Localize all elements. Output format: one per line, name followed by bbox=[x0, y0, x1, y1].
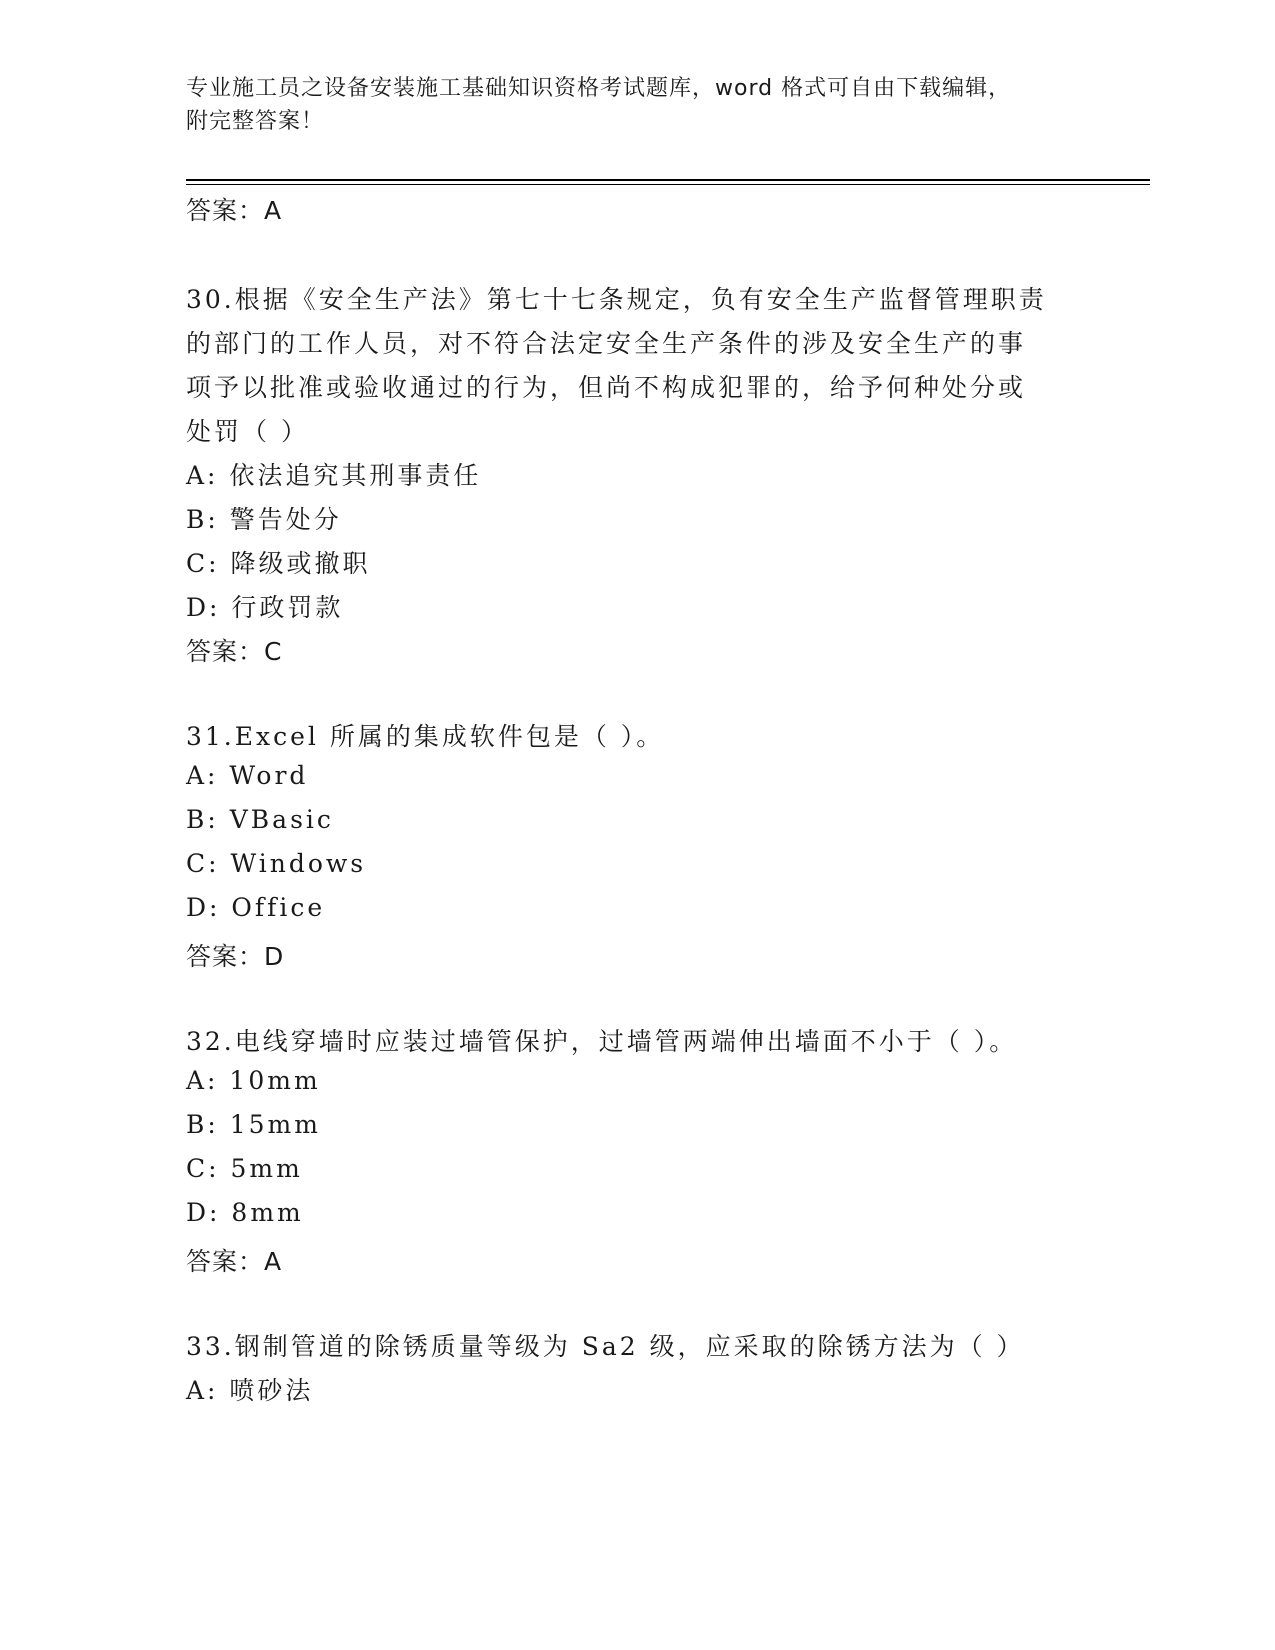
question-31-option-b: B: VBasic bbox=[186, 805, 334, 834]
answer-prev: 答案：A bbox=[186, 196, 283, 225]
question-31-line-1: 31.Excel 所属的集成软件包是（ ）。 bbox=[186, 722, 665, 751]
question-32-option-d: D: 8mm bbox=[186, 1198, 304, 1227]
question-30-option-d: D: 行政罚款 bbox=[186, 593, 344, 622]
question-30-answer: 答案：C bbox=[186, 637, 283, 666]
question-31-option-c: C: Windows bbox=[186, 849, 367, 878]
header-divider-thin bbox=[186, 184, 1150, 185]
question-30-option-a: A: 依法追究其刑事责任 bbox=[186, 461, 482, 490]
question-30-line-2: 的部门的工作人员，对不符合法定安全生产条件的涉及安全生产的事 bbox=[186, 329, 1027, 358]
question-30-line-3: 项予以批准或验收通过的行为，但尚不构成犯罪的，给予何种处分或 bbox=[186, 373, 1027, 402]
question-32-option-b: B: 15mm bbox=[186, 1110, 321, 1139]
question-30-line-1: 30.根据《安全生产法》第七十七条规定，负有安全生产监督管理职责 bbox=[186, 285, 1047, 314]
document-header bbox=[186, 72, 1086, 138]
question-32-option-c: C: 5mm bbox=[186, 1154, 303, 1183]
question-32-option-a: A: 10mm bbox=[186, 1066, 321, 1095]
question-31-option-a: A: Word bbox=[186, 761, 309, 790]
header-divider bbox=[186, 179, 1150, 181]
question-30-option-c: C: 降级或撤职 bbox=[186, 549, 371, 578]
question-32-line-1: 32.电线穿墙时应装过墙管保护，过墙管两端伸出墙面不小于（ ）。 bbox=[186, 1027, 1018, 1056]
question-31-option-d: D: Office bbox=[186, 893, 326, 922]
question-33-line-1: 33.钢制管道的除锈质量等级为 Sa2 级，应采取的除锈方法为（ ） bbox=[186, 1332, 1025, 1361]
question-31-answer: 答案：D bbox=[186, 942, 285, 971]
question-32-answer: 答案：A bbox=[186, 1247, 283, 1276]
question-33-option-a: A: 喷砂法 bbox=[186, 1376, 314, 1405]
question-30-line-4: 处罚（ ） bbox=[186, 417, 309, 446]
header-line-2: 附完整答案！ bbox=[186, 109, 325, 134]
header-line-1: 专业施工员之设备安装施工基础知识资格考试题库，word 格式可自由下载编辑， bbox=[186, 76, 1012, 101]
question-30-option-b: B: 警告处分 bbox=[186, 505, 342, 534]
